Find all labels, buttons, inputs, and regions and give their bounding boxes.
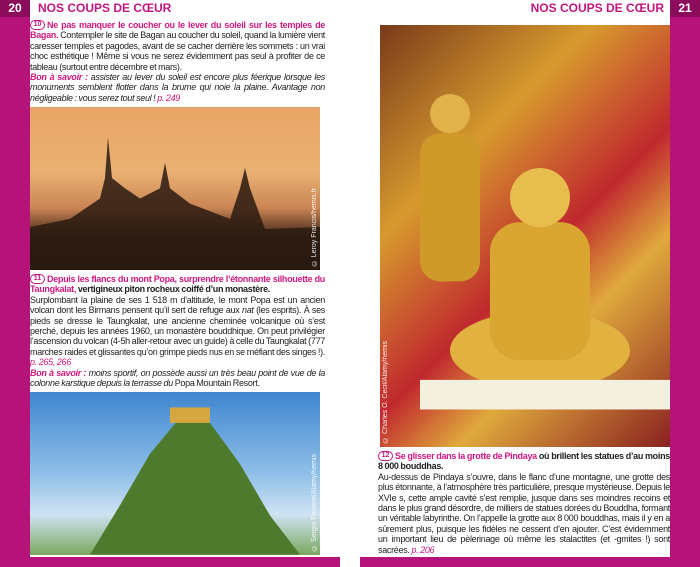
right-page-column <box>378 25 670 555</box>
item-11: 11 Depuis les flancs du mont Popa, surprendre l’étonnante silhouette du Taungkalat, vertigineux piton rocheux coiffé d’un monastère. Surplombant la plaine de ses 1 518 m d’altitude, le mont Popa est un ancien volcan dont les Birmans pensent qu’il sert de refuge aux nat (les esprits). À ses pieds se dresse le Taungkalat, une ancienne cheminée volcanique où s’est perché, depuis les années 1960, un monastère bouddhique. On peut privilégier l’ascension du volcan (4-5h aller-retour avec un guide) à celle du Taungkalat (777 marches raides et glissantes qu’on grimpe pieds nus en se méfiant des singes !). p. 265, 266 Bon à savoir : moins sportif, on possède aussi un très beau point de vue de la colonne karstique depuis la terrasse du Popa Mountain Resort. <box>30 273 326 388</box>
temple-silhouettes <box>30 107 320 270</box>
heart-icon: 10 <box>30 20 45 30</box>
taungkalat-silhouette <box>30 392 320 555</box>
page-number-left: 20 <box>0 0 30 17</box>
buddha-statues <box>380 25 670 447</box>
left-page-column <box>30 20 325 555</box>
page-ref[interactable]: p. 265, 266 <box>30 357 71 368</box>
page-ref[interactable]: p. 249 <box>157 92 181 103</box>
heart-icon: 11 <box>30 274 45 284</box>
header-left: NOS COUPS DE CŒUR <box>38 1 172 15</box>
item-10: 10 Ne pas manquer le coucher ou le lever du soleil sur les temples de Bagan. Contempler le site de Bagan au coucher du soleil, quand la lumière vient caresser temples et pagodes, avant de se cacher derrière les sommets : un vrai choc esthétique ! Même si vous ne serez évidemment pas seul à profiter de ce tableau (surtout entre décembre et mars). Bon à savoir : assister au lever du soleil est encore plus féerique lorsque les monuments semblent flotter dans la brume qui noie la plaine. Avantage non négligeable : vous serez tout seul ! p. 249 <box>30 20 325 103</box>
left-margin-strip <box>0 0 30 567</box>
right-margin-strip <box>670 0 700 567</box>
pindaya-buddhas-photo: © Charles O. Cecil/Alamy/hemis <box>380 25 670 447</box>
mount-popa-photo: © Sergio Pavone/Alamy/hemis <box>30 392 320 555</box>
page-ref[interactable]: p. 206 <box>411 544 435 555</box>
page-number-right: 21 <box>670 0 700 17</box>
bagan-sunset-photo: © Leroy Francis/hemis.fr <box>30 107 320 270</box>
gutter <box>340 557 360 567</box>
header-right: NOS COUPS DE CŒUR <box>530 1 664 15</box>
item-12: 12 Se glisser dans la grotte de Pindaya où brillent les statues d’au moins 8 000 bouddhas. Au-dessus de Pindaya s’ouvre, dans le flanc d’une montagne, une grotte des plus étonnante, à l’atmosphère très particulière, presque mystérieuse. Depuis le XVIe s, cette ample cavité s’est remplie, jusque dans ses moindres recoins et dans le plus grand désordre, de milliers de statues dorées du Bouddha, formant un véritable labyrinthe. On l’appelle la grotte aux 8 000 bouddhas, mais il y en a sûrement plus, puisque les fidèles ne cessent d’en ajouter. C’est évidemment un important lieu de pèlerinage où même les stalactites (et -gmites !) sont sacrées. p. 206 <box>378 450 670 555</box>
heart-icon: 12 <box>378 451 393 461</box>
